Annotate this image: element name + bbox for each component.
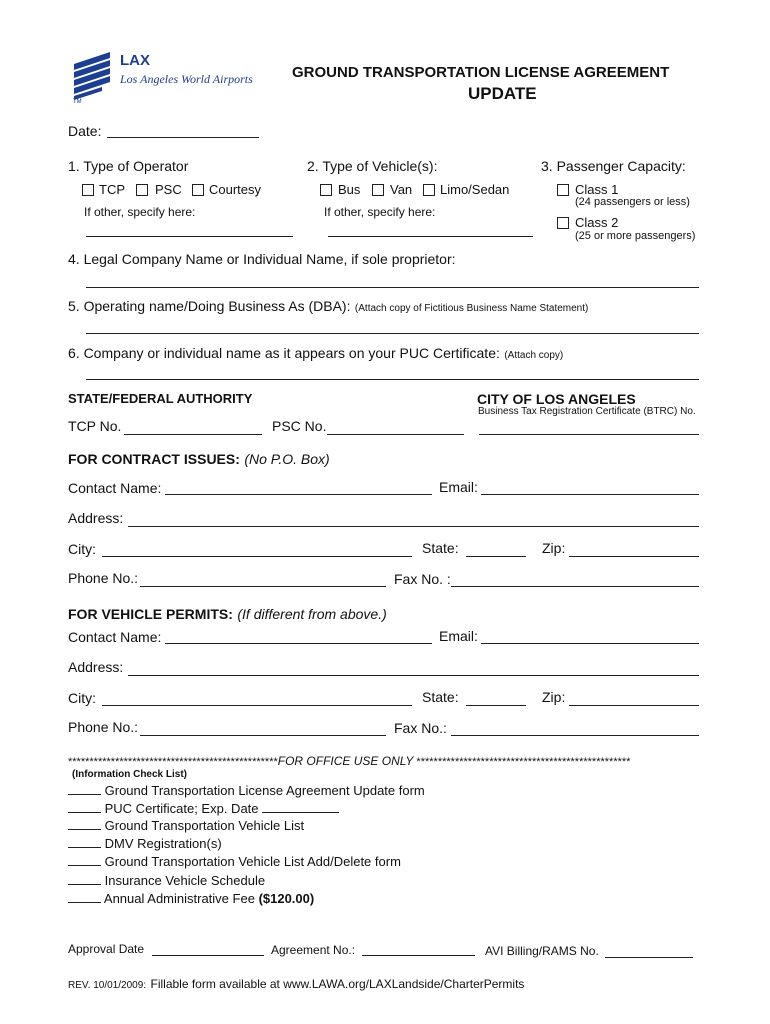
permits-city-label: City: [68, 690, 96, 706]
revision-label: REV. 10/01/2009: [68, 980, 147, 991]
checklist-title: (Information Check List) [72, 769, 188, 780]
agreement-no-label: Agreement No.: [271, 943, 356, 957]
checklist-blank[interactable] [68, 836, 101, 848]
contract-zip-label: Zip: [542, 540, 566, 556]
operator-other-field[interactable] [86, 236, 293, 237]
footer-text: Fillable form available at www.LAWA.org/LAXLandside/CharterPermits [150, 977, 525, 991]
checklist-blank[interactable] [68, 891, 101, 903]
banner-stars-right: ************************************************** [416, 756, 631, 768]
logo-trademark: TM [73, 99, 82, 105]
puc-exp-date-field[interactable] [262, 801, 339, 813]
checklist-blank[interactable] [68, 783, 101, 795]
contract-heading-row [68, 451, 330, 469]
contract-contact-label: Contact Name: [68, 480, 162, 496]
checkbox-class-1[interactable] [557, 184, 569, 196]
permits-heading-row [68, 606, 387, 624]
checklist-item [68, 854, 401, 869]
fee-amount: ($120.00) [258, 891, 315, 906]
contract-zip-field[interactable] [569, 556, 699, 557]
office-use-title: FOR OFFICE USE ONLY [277, 754, 414, 768]
option-bus-label: Bus [338, 182, 361, 197]
checklist-item-label: Annual Administrative Fee [103, 891, 255, 906]
checklist-item [68, 783, 425, 798]
logo-subtitle: Los Angeles World Airports [120, 72, 253, 86]
option-tcp-label: TCP [99, 182, 125, 197]
btrc-label: Business Tax Registration Certificate (BTRC) No. [478, 406, 696, 417]
contract-email-label: Email: [439, 479, 478, 495]
permits-phone-label: Phone No.: [68, 719, 139, 735]
class-1-label: Class 1 [575, 182, 619, 197]
checklist-item-label: Ground Transportation Vehicle List Add/Delete form [104, 854, 401, 869]
contract-city-label: City: [68, 541, 96, 557]
avi-billing-field[interactable] [605, 957, 693, 958]
permits-city-field[interactable] [102, 705, 412, 706]
dba-row [68, 298, 588, 316]
contract-address-label: Address: [68, 510, 124, 526]
dba-note: (Attach copy of Fictitious Business Name Statement) [354, 303, 589, 314]
checklist-item-label: PUC Certificate; Exp. Date [104, 801, 259, 816]
agreement-no-field[interactable] [362, 955, 475, 956]
permits-state-field[interactable] [466, 705, 526, 706]
class-1-note: (24 passengers or less) [575, 196, 690, 208]
contract-email-field[interactable] [481, 494, 699, 495]
vehicle-other-label: If other, specify here: [324, 205, 436, 219]
psc-no-label: PSC No. [272, 418, 327, 434]
puc-note: (Attach copy) [504, 350, 564, 361]
contract-fax-label: Fax No. : [394, 571, 451, 587]
option-psc-label: PSC [155, 182, 182, 197]
contract-address-field[interactable] [128, 526, 699, 527]
footer [68, 975, 524, 993]
permits-email-label: Email: [439, 628, 478, 644]
checkbox-class-2[interactable] [557, 217, 569, 229]
approval-date-label: Approval Date [68, 942, 145, 956]
form-title: GROUND TRANSPORTATION LICENSE AGREEMENT [292, 64, 670, 81]
city-la-heading: CITY OF LOS ANGELES [477, 391, 636, 407]
banner-stars-left: ************************************************* [68, 756, 278, 768]
vehicle-type-heading: 2. Type of Vehicle(s): [307, 158, 438, 174]
checkbox-bus[interactable] [320, 184, 332, 196]
puc-row [68, 345, 563, 363]
permits-note: (If different from above.) [237, 606, 387, 622]
contract-contact-field[interactable] [165, 494, 432, 495]
date-label: Date: [68, 123, 102, 139]
checklist-blank[interactable] [68, 873, 101, 885]
checklist-item [68, 818, 304, 833]
puc-label: 6. Company or individual name as it appears on your PUC Certificate: [68, 345, 500, 361]
contract-note: (No P.O. Box) [244, 451, 330, 467]
logo-name: LAX [120, 52, 150, 69]
permits-address-label: Address: [68, 659, 124, 675]
checkbox-limo-sedan[interactable] [423, 184, 435, 196]
permits-contact-label: Contact Name: [68, 629, 162, 645]
operator-type-heading: 1. Type of Operator [68, 158, 189, 174]
dba-label: 5. Operating name/Doing Business As (DBA): [68, 298, 351, 314]
legal-name-field[interactable] [86, 287, 699, 288]
permits-phone-field[interactable] [140, 735, 386, 736]
checklist-blank[interactable] [68, 801, 101, 813]
approval-date-field[interactable] [152, 955, 264, 956]
class-2-note: (25 or more passengers) [575, 230, 696, 242]
checkbox-tcp[interactable] [82, 184, 94, 196]
permits-heading: FOR VEHICLE PERMITS: [68, 606, 233, 622]
option-limo-sedan-label: Limo/Sedan [440, 182, 510, 197]
checkbox-courtesy[interactable] [192, 184, 204, 196]
operator-other-label: If other, specify here: [84, 205, 196, 219]
tcp-no-label: TCP No. [68, 418, 122, 434]
permits-fax-field[interactable] [451, 735, 699, 736]
checklist-blank[interactable] [68, 818, 101, 830]
permits-address-field[interactable] [128, 675, 699, 676]
contract-phone-field[interactable] [140, 586, 386, 587]
avi-billing-label: AVI Billing/RAMS No. [485, 944, 599, 958]
dba-field[interactable] [86, 333, 699, 334]
contract-heading: FOR CONTRACT ISSUES: [68, 451, 240, 467]
capacity-heading: 3. Passenger Capacity: [541, 158, 686, 174]
btrc-field[interactable] [479, 434, 699, 435]
state-federal-heading: STATE/FEDERAL AUTHORITY [68, 391, 253, 406]
checklist-item-label: Ground Transportation License Agreement Update form [104, 783, 425, 798]
puc-field[interactable] [86, 379, 699, 380]
permits-fax-label: Fax No.: [394, 720, 447, 736]
legal-name-label: 4. Legal Company Name or Individual Name, if sole proprietor: [68, 251, 456, 267]
checklist-blank[interactable] [68, 854, 101, 866]
checklist-item-label: DMV Registration(s) [104, 836, 222, 851]
option-van-label: Van [390, 182, 413, 197]
contract-city-field[interactable] [102, 556, 412, 557]
contract-fax-field[interactable] [451, 586, 699, 587]
lax-logo-icon [72, 50, 112, 100]
checklist-item [68, 873, 265, 888]
option-courtesy-label: Courtesy [209, 182, 262, 197]
checklist-item-label: Insurance Vehicle Schedule [104, 873, 266, 888]
checkbox-psc[interactable] [136, 184, 148, 196]
tcp-no-field[interactable] [124, 434, 262, 435]
permits-zip-field[interactable] [569, 705, 699, 706]
checklist-item [68, 891, 314, 906]
checklist-item-label: Ground Transportation Vehicle List [104, 818, 305, 833]
form-subtitle: UPDATE [468, 84, 537, 103]
office-use-banner [68, 754, 630, 768]
date-field[interactable] [107, 137, 259, 138]
permits-email-field[interactable] [481, 643, 699, 644]
checklist-item [68, 836, 222, 851]
contract-phone-label: Phone No.: [68, 570, 139, 586]
contract-state-label: State: [422, 540, 459, 556]
permits-state-label: State: [422, 689, 459, 705]
psc-no-field[interactable] [327, 434, 464, 435]
permits-zip-label: Zip: [542, 689, 566, 705]
class-2-label: Class 2 [575, 215, 619, 230]
contract-state-field[interactable] [466, 556, 526, 557]
checkbox-van[interactable] [372, 184, 384, 196]
checklist-item [68, 801, 339, 816]
permits-contact-field[interactable] [165, 643, 432, 644]
vehicle-other-field[interactable] [328, 236, 533, 237]
